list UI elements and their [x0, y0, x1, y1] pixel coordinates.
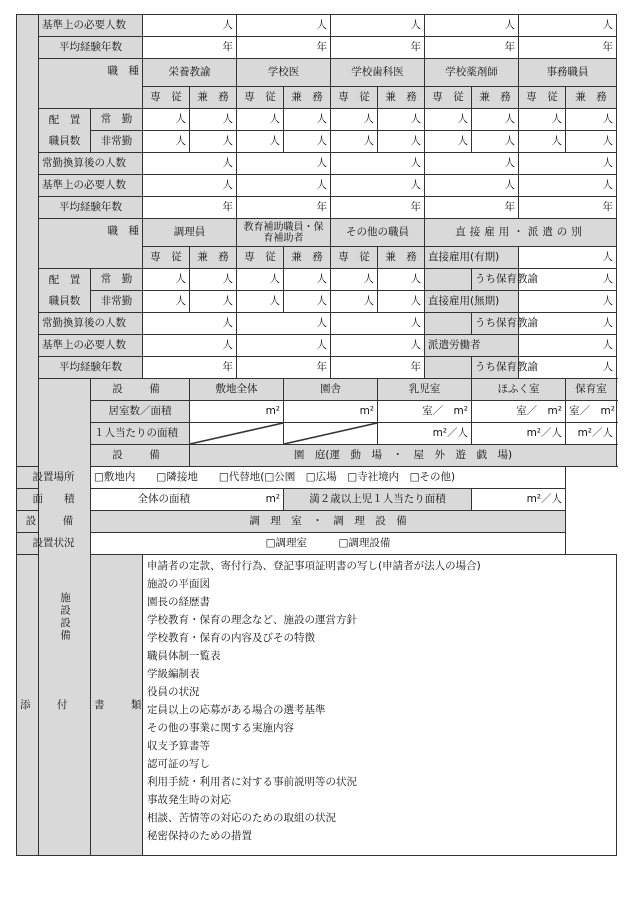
row-label-required: 基準上の必要人数: [39, 335, 143, 357]
area-label: 面 積: [17, 489, 91, 511]
value-cell[interactable]: 人: [425, 175, 519, 197]
total-area-label: 全体の面積: [91, 489, 237, 511]
parttime-label: 非常勤: [91, 291, 143, 313]
attachment-item: 学級編制表: [147, 668, 200, 680]
employment-label: 直接雇用(有期): [425, 247, 519, 269]
concurrent-header: 兼 務: [284, 87, 331, 109]
value-cell[interactable]: 人: [237, 269, 284, 291]
row-label-avg-years: 平均経験年数: [39, 37, 143, 59]
facility-section-label: 施設設備: [39, 379, 91, 856]
value-cell[interactable]: 年: [519, 197, 617, 219]
value-cell[interactable]: 人: [237, 313, 331, 335]
concurrent-header: 兼 務: [472, 87, 519, 109]
value-cell[interactable]: 年: [143, 197, 237, 219]
facility-col-header: 乳児室: [378, 379, 472, 401]
value-cell[interactable]: 人: [378, 291, 425, 313]
value-cell[interactable]: 人: [425, 109, 472, 131]
value-cell[interactable]: 年: [519, 37, 617, 59]
value-cell[interactable]: 人: [143, 175, 237, 197]
value-cell[interactable]: 年: [331, 357, 425, 379]
na-cell: [284, 423, 378, 445]
value-cell[interactable]: 人: [284, 109, 331, 131]
concurrent-header: 兼 務: [190, 247, 237, 269]
employment-label: うち保育教諭: [472, 269, 519, 291]
indent-cell: [425, 269, 472, 291]
attachment-item: 施設の平面図: [147, 578, 210, 590]
value-cell[interactable]: 年: [237, 357, 331, 379]
placement-staff-label: 配 置 職員数: [39, 269, 91, 313]
attachments-list: [143, 555, 617, 856]
value-cell[interactable]: 人: [143, 15, 237, 37]
equipment-label: 設 備: [17, 511, 91, 533]
install-status-label: 設置状況: [17, 533, 91, 555]
value-cell[interactable]: 人: [237, 175, 331, 197]
concurrent-header: 兼 務: [566, 87, 617, 109]
equipment-label: 設 備: [91, 379, 190, 401]
attachment-item: その他の事業に関する実施内容: [147, 722, 294, 734]
employment-label: 直接雇用(無期): [425, 291, 519, 313]
employment-label: うち保育教諭: [472, 357, 519, 379]
dedicated-header: 専 従: [519, 87, 566, 109]
row-label-required: 基準上の必要人数: [39, 175, 143, 197]
dedicated-header: 専 従: [237, 87, 284, 109]
value-cell[interactable]: 人: [331, 335, 425, 357]
staff-col-header: その他の職員: [331, 219, 425, 247]
employment-type-header: 直接雇用・派遣の別: [425, 219, 617, 247]
attachment-item: 学校教育・保育の内容及びその特徴: [147, 632, 315, 644]
value-cell[interactable]: 人: [378, 131, 425, 153]
na-cell: [190, 423, 284, 445]
value-cell[interactable]: 人: [519, 153, 617, 175]
value-cell[interactable]: 人: [143, 153, 237, 175]
attachment-item: 申請者の定款、寄付行為、登記事項証明書の写し(申請者が法人の場合): [147, 560, 481, 572]
value-cell[interactable]: 人: [425, 153, 519, 175]
value-cell[interactable]: 人: [331, 269, 378, 291]
value-cell[interactable]: 人: [519, 175, 617, 197]
value-cell[interactable]: 人: [237, 15, 331, 37]
staff-col-header: 栄養教諭: [143, 59, 237, 87]
kitchen-header: 調 理 室 ・ 調 理 設 備: [91, 511, 566, 533]
parttime-label: 非常勤: [91, 131, 143, 153]
value-cell[interactable]: 年: [143, 37, 237, 59]
row-label-avg-years: 平均経験年数: [39, 357, 143, 379]
value-cell[interactable]: 人: [143, 109, 190, 131]
employment-label: 派遣労働者: [425, 335, 519, 357]
kitchen-options[interactable]: □調理室 □調理設備: [91, 533, 566, 555]
value-cell[interactable]: 人: [566, 131, 617, 153]
value-cell[interactable]: 年: [425, 197, 519, 219]
value-cell[interactable]: m²／人: [472, 423, 566, 445]
dedicated-header: 専 従: [425, 87, 472, 109]
row-label-required: 基準上の必要人数: [39, 15, 143, 37]
job-type-label: 職 種: [39, 59, 143, 109]
value-cell[interactable]: 人: [519, 269, 617, 291]
staff-section-cell: [17, 15, 39, 467]
value-cell[interactable]: 人: [284, 131, 331, 153]
fulltime-label: 常 勤: [91, 109, 143, 131]
value-cell[interactable]: 人: [425, 131, 472, 153]
value-cell[interactable]: 年: [331, 197, 425, 219]
placement-staff-label: 配 置 職員数: [39, 109, 91, 153]
value-cell[interactable]: 人: [331, 109, 378, 131]
attachment-item: 学校教育・保育の理念など、施設の運営方針: [147, 614, 357, 626]
value-cell[interactable]: 人: [237, 335, 331, 357]
value-cell[interactable]: m²: [284, 401, 378, 423]
value-cell[interactable]: 年: [331, 37, 425, 59]
job-type-label: 職 種: [39, 219, 143, 269]
staff-col-header: 学校歯科医: [331, 59, 425, 87]
indent-cell: [425, 313, 472, 335]
attachments-label: 添 付 書 類: [17, 555, 143, 856]
value-cell[interactable]: 人: [237, 291, 284, 313]
value-cell[interactable]: 年: [425, 37, 519, 59]
value-cell[interactable]: 人: [519, 357, 617, 379]
value-cell[interactable]: 人: [143, 291, 190, 313]
application-form-table: [16, 14, 617, 856]
value-cell[interactable]: 人: [190, 269, 237, 291]
fulltime-label: 常 勤: [91, 269, 143, 291]
value-cell[interactable]: 室／ m²: [472, 401, 566, 423]
concurrent-header: 兼 務: [190, 87, 237, 109]
attachment-item: 収支予算書等: [147, 740, 210, 752]
value-cell[interactable]: m²: [237, 489, 284, 511]
facility-col-header: 保育室: [566, 379, 617, 401]
value-cell[interactable]: m²／人: [566, 423, 617, 445]
value-cell[interactable]: 人: [331, 15, 425, 37]
value-cell[interactable]: 人: [519, 291, 617, 313]
staff-col-header: 事務職員: [519, 59, 617, 87]
value-cell[interactable]: 人: [425, 15, 519, 37]
value-cell[interactable]: 人: [331, 131, 378, 153]
dedicated-header: 専 従: [331, 247, 378, 269]
location-options[interactable]: □敷地内 □隣接地 □代替地(□公園 □広場 □寺社境内 □その他): [91, 467, 566, 489]
value-cell[interactable]: 人: [378, 109, 425, 131]
value-cell[interactable]: 人: [519, 131, 566, 153]
value-cell[interactable]: 人: [331, 175, 425, 197]
value-cell[interactable]: 人: [143, 269, 190, 291]
value-cell[interactable]: 年: [237, 197, 331, 219]
attachment-item: 秘密保持のための措置: [147, 830, 252, 842]
attachment-item: 職員体制一覧表: [147, 650, 221, 662]
location-label: 設置場所: [17, 467, 91, 489]
dedicated-header: 専 従: [143, 87, 190, 109]
area-per-person-label: １人当たりの面積: [91, 423, 190, 445]
attachment-item: 定員以上の応募がある場合の選考基準: [147, 704, 326, 716]
attachment-item: 相談、苦情等の対応のための取組の状況: [147, 812, 336, 824]
value-cell[interactable]: m²／人: [472, 489, 566, 511]
staff-col-header: 教育補助職員・保育補助者: [237, 219, 331, 247]
value-cell[interactable]: m²: [190, 401, 284, 423]
value-cell[interactable]: 人: [237, 131, 284, 153]
value-cell[interactable]: 人: [237, 153, 331, 175]
value-cell[interactable]: 人: [472, 109, 519, 131]
facility-col-header: ほふく室: [472, 379, 566, 401]
value-cell[interactable]: 人: [566, 109, 617, 131]
value-cell[interactable]: 年: [143, 357, 237, 379]
value-cell[interactable]: 人: [237, 109, 284, 131]
dedicated-header: 専 従: [237, 247, 284, 269]
over2-area-label: 満２歳以上児１人当たり面積: [284, 489, 472, 511]
row-label-fte: 常勤換算後の人数: [39, 153, 143, 175]
staff-col-header: 調理員: [143, 219, 237, 247]
row-label-fte: 常勤換算後の人数: [39, 313, 143, 335]
value-cell[interactable]: 人: [331, 153, 425, 175]
attachment-item: 役員の状況: [147, 686, 200, 698]
concurrent-header: 兼 務: [284, 247, 331, 269]
row-label-avg-years: 平均経験年数: [39, 197, 143, 219]
value-cell[interactable]: 人: [519, 313, 617, 335]
playground-header: 園 庭(運 動 場 ・ 屋 外 遊 戯 場): [190, 445, 617, 467]
value-cell[interactable]: 年: [237, 37, 331, 59]
value-cell[interactable]: 室／ m²: [378, 401, 472, 423]
value-cell[interactable]: 人: [519, 247, 617, 269]
value-cell[interactable]: 人: [190, 291, 237, 313]
equipment-label: 設 備: [91, 445, 190, 467]
value-cell[interactable]: 人: [519, 335, 617, 357]
concurrent-header: 兼 務: [378, 87, 425, 109]
value-cell[interactable]: 室／ m²: [566, 401, 617, 423]
staff-col-header: 学校薬剤師: [425, 59, 519, 87]
attachment-item: 事故発生時の対応: [147, 794, 231, 806]
facility-col-header: 敷地全体: [190, 379, 284, 401]
concurrent-header: 兼 務: [378, 247, 425, 269]
indent-cell: [425, 357, 472, 379]
value-cell[interactable]: 人: [472, 131, 519, 153]
facility-col-header: 園舎: [284, 379, 378, 401]
attachment-item: 利用手続・利用者に対する事前説明等の状況: [147, 776, 357, 788]
value-cell[interactable]: 人: [143, 335, 237, 357]
dedicated-header: 専 従: [331, 87, 378, 109]
attachment-item: 認可証の写し: [147, 758, 210, 770]
value-cell[interactable]: 人: [284, 269, 331, 291]
value-cell[interactable]: 人: [143, 131, 190, 153]
value-cell[interactable]: 人: [519, 109, 566, 131]
value-cell[interactable]: 人: [190, 131, 237, 153]
dedicated-header: 専 従: [143, 247, 190, 269]
staff-col-header: 学校医: [237, 59, 331, 87]
value-cell[interactable]: 人: [284, 291, 331, 313]
employment-label: うち保育教諭: [472, 313, 519, 335]
attachment-item: 園長の経歴書: [147, 596, 210, 608]
value-cell[interactable]: m²／人: [378, 423, 472, 445]
value-cell[interactable]: 人: [378, 269, 425, 291]
value-cell[interactable]: 人: [143, 313, 237, 335]
value-cell[interactable]: 人: [331, 291, 378, 313]
value-cell[interactable]: 人: [190, 109, 237, 131]
value-cell[interactable]: 人: [331, 313, 425, 335]
value-cell[interactable]: 人: [519, 15, 617, 37]
room-area-label: 居室数／面積: [91, 401, 190, 423]
